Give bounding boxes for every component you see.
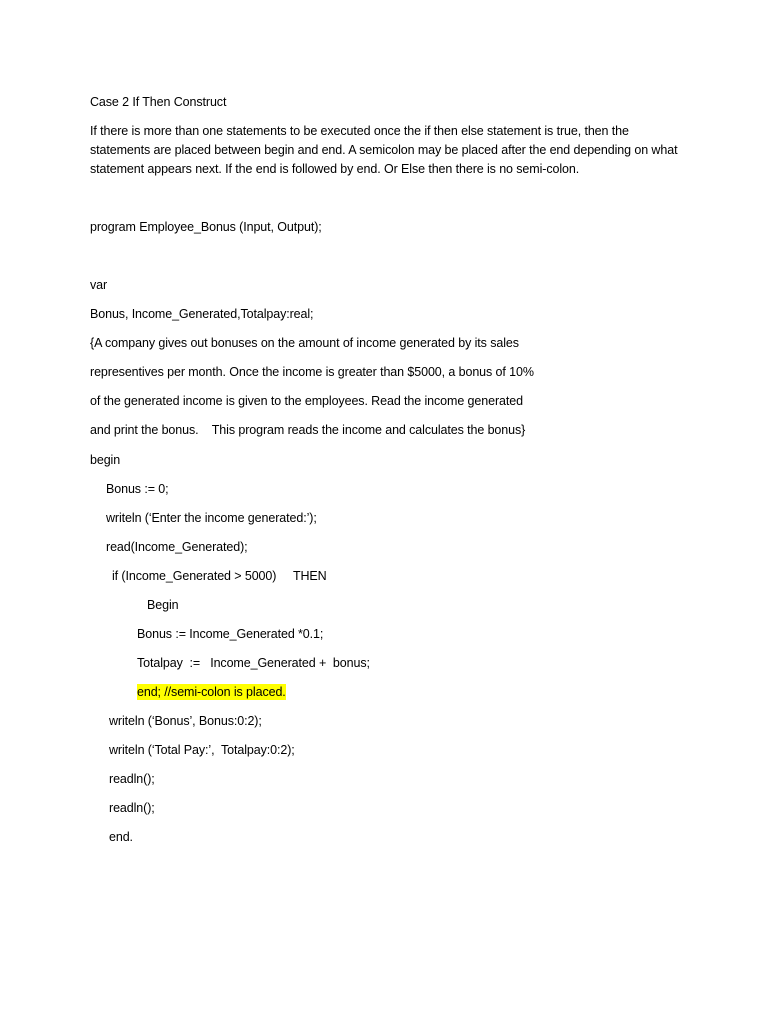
code-writeln-bonus: writeln (‘Bonus’, Bonus:0:2); <box>109 714 262 728</box>
code-program-line: program Employee_Bonus (Input, Output); <box>90 220 322 234</box>
code-writeln-prompt: writeln (‘Enter the income generated:’); <box>106 511 317 525</box>
section-heading: Case 2 If Then Construct <box>90 95 227 109</box>
code-final-end: end. <box>109 830 133 844</box>
code-comment-line-4: and print the bonus. This program reads the income and calculates the bonus} <box>90 423 526 437</box>
code-inner-end-highlighted: end; //semi-colon is placed. <box>137 685 286 699</box>
code-if-line: if (Income_Generated > 5000) THEN <box>112 569 327 583</box>
code-declaration: Bonus, Income_Generated,Totalpay:real; <box>90 307 314 321</box>
code-inner-begin: Begin <box>147 598 179 612</box>
code-begin: begin <box>90 453 121 467</box>
code-readln-2: readln(); <box>109 801 155 815</box>
code-writeln-total: writeln (‘Total Pay:’, Totalpay:0:2); <box>109 743 295 757</box>
code-var-keyword: var <box>90 278 108 292</box>
code-readln-1: readln(); <box>109 772 155 786</box>
code-bonus-init: Bonus := 0; <box>106 482 169 496</box>
code-comment-line-3: of the generated income is given to the employees. Read the income generated <box>90 394 523 408</box>
code-totalpay-calc: Totalpay := Income_Generated + bonus; <box>137 656 370 670</box>
code-read-income: read(Income_Generated); <box>106 540 248 554</box>
code-comment-line-2: representives per month. Once the income is greater than $5000, a bonus of 10% <box>90 365 534 379</box>
code-bonus-calc: Bonus := Income_Generated *0.1; <box>137 627 324 641</box>
intro-paragraph: If there is more than one statements to be executed once the if then else statement is true, then the statements are placed between begin and end. A semicolon may be placed after the end depending on what statement appears next. If the end is followed by end. Or Else then there is no semi-colon. <box>90 124 678 176</box>
code-comment-line-1: {A company gives out bonuses on the amount of income generated by its sales <box>90 336 519 350</box>
